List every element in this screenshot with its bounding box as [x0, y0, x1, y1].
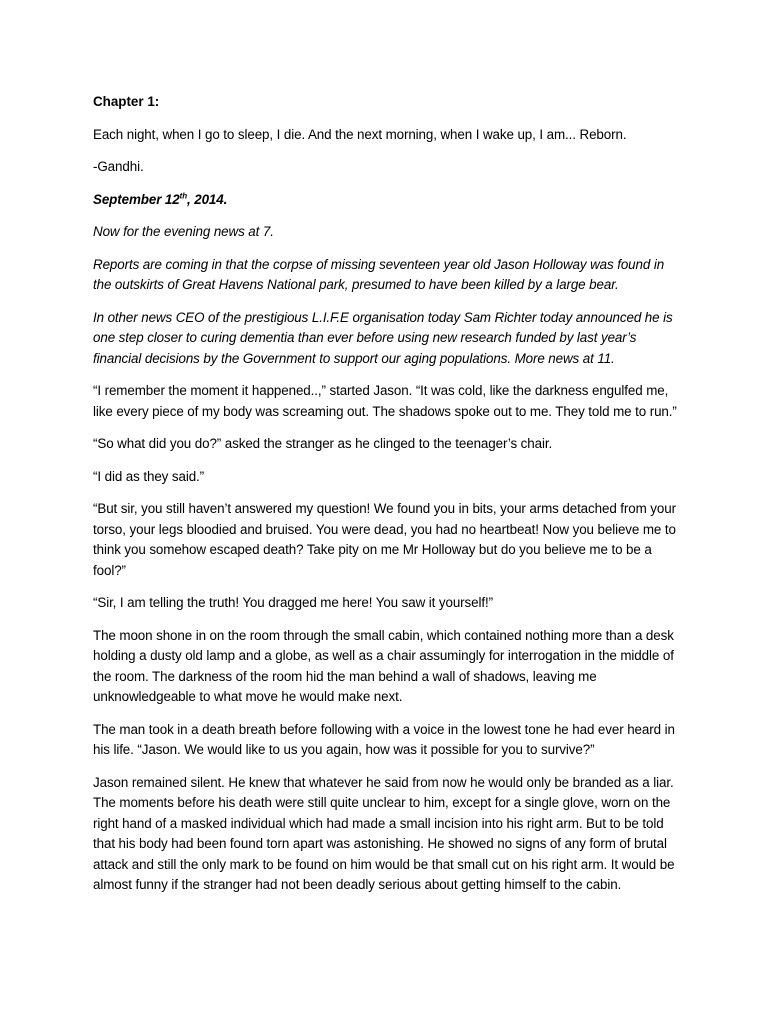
- story-paragraph: “So what did you do?” asked the stranger as he clinged to the teenager’s chair.: [93, 436, 553, 451]
- date-prefix: September 12: [93, 191, 180, 207]
- epigraph-quote: Each night, when I go to sleep, I die. And the next morning, when I wake up, I am... Reborn.: [93, 126, 627, 142]
- date-suffix: , 2014.: [186, 191, 228, 207]
- story-paragraph: The man took in a death breath before following with a voice in the lowest tone he had ever heard in his life. “Jason. We would like to us you again, how was it possible for you to survive?”: [93, 721, 675, 757]
- date-ordinal: th: [179, 191, 187, 201]
- story-paragraph: “But sir, you still haven’t answered my question! We found you in bits, your arms detached from your torso, your legs bloodied and bruised. You were dead, you had no heartbeat! Now you believe me to think you somehow escaped death? Take pity on me Mr Holloway but do you believe me to be a fool?”: [93, 501, 676, 578]
- story-paragraph: The moon shone in on the room through the small cabin, which contained nothing more than a desk holding a dusty old lamp and a globe, as well as a chair assumingly for interrogation in the middle of the room. The darkness of the room hid the man behind a wall of shadows, leaving me unknowledgeable to what move he would make next.: [93, 627, 674, 704]
- story-paragraph: “I did as they said.”: [93, 468, 205, 484]
- news-report-holloway: Reports are coming in that the corpse of missing seventeen year old Jason Holloway was found in the outskirts of Great Havens National park, presumed to have been killed by a large bear.: [93, 256, 665, 292]
- epigraph-attribution: -Gandhi.: [93, 159, 144, 174]
- story-paragraph: “I remember the moment it happened..,” started Jason. “It was cold, like the darkness engulfed me, like every piece of my body was screaming out. The shadows spoke out to me. They told me to run.”: [93, 383, 677, 419]
- story-paragraph: Jason remained silent. He knew that whatever he said from now he would only be branded as a liar. The moments before his death were still quite unclear to him, except for a single glove, worn on the right hand of a masked individual which had made a small incision into his right arm. But to be told that his body had been found torn apart was astonishing. He showed no signs of any form of brutal attack and still the only mark to be found on him would be that small cut on his right arm. It would be almost funny if the stranger had not been deadly serious about getting himself to the cabin.: [93, 774, 675, 892]
- story-paragraph: “Sir, I am telling the truth! You dragged me here! You saw it yourself!”: [93, 595, 493, 610]
- document-page: [93, 92, 683, 908]
- chapter-heading: Chapter 1:: [93, 94, 160, 109]
- news-report-richter: In other news CEO of the prestigious L.I.F.E organisation today Sam Richter today announced he is one step closer to curing dementia than ever before using new research funded by last year’s financial decisions by the Government to support our aging populations. More news at 11.: [93, 309, 673, 366]
- story-date: [93, 190, 683, 211]
- news-intro: Now for the evening news at 7.: [93, 224, 274, 239]
